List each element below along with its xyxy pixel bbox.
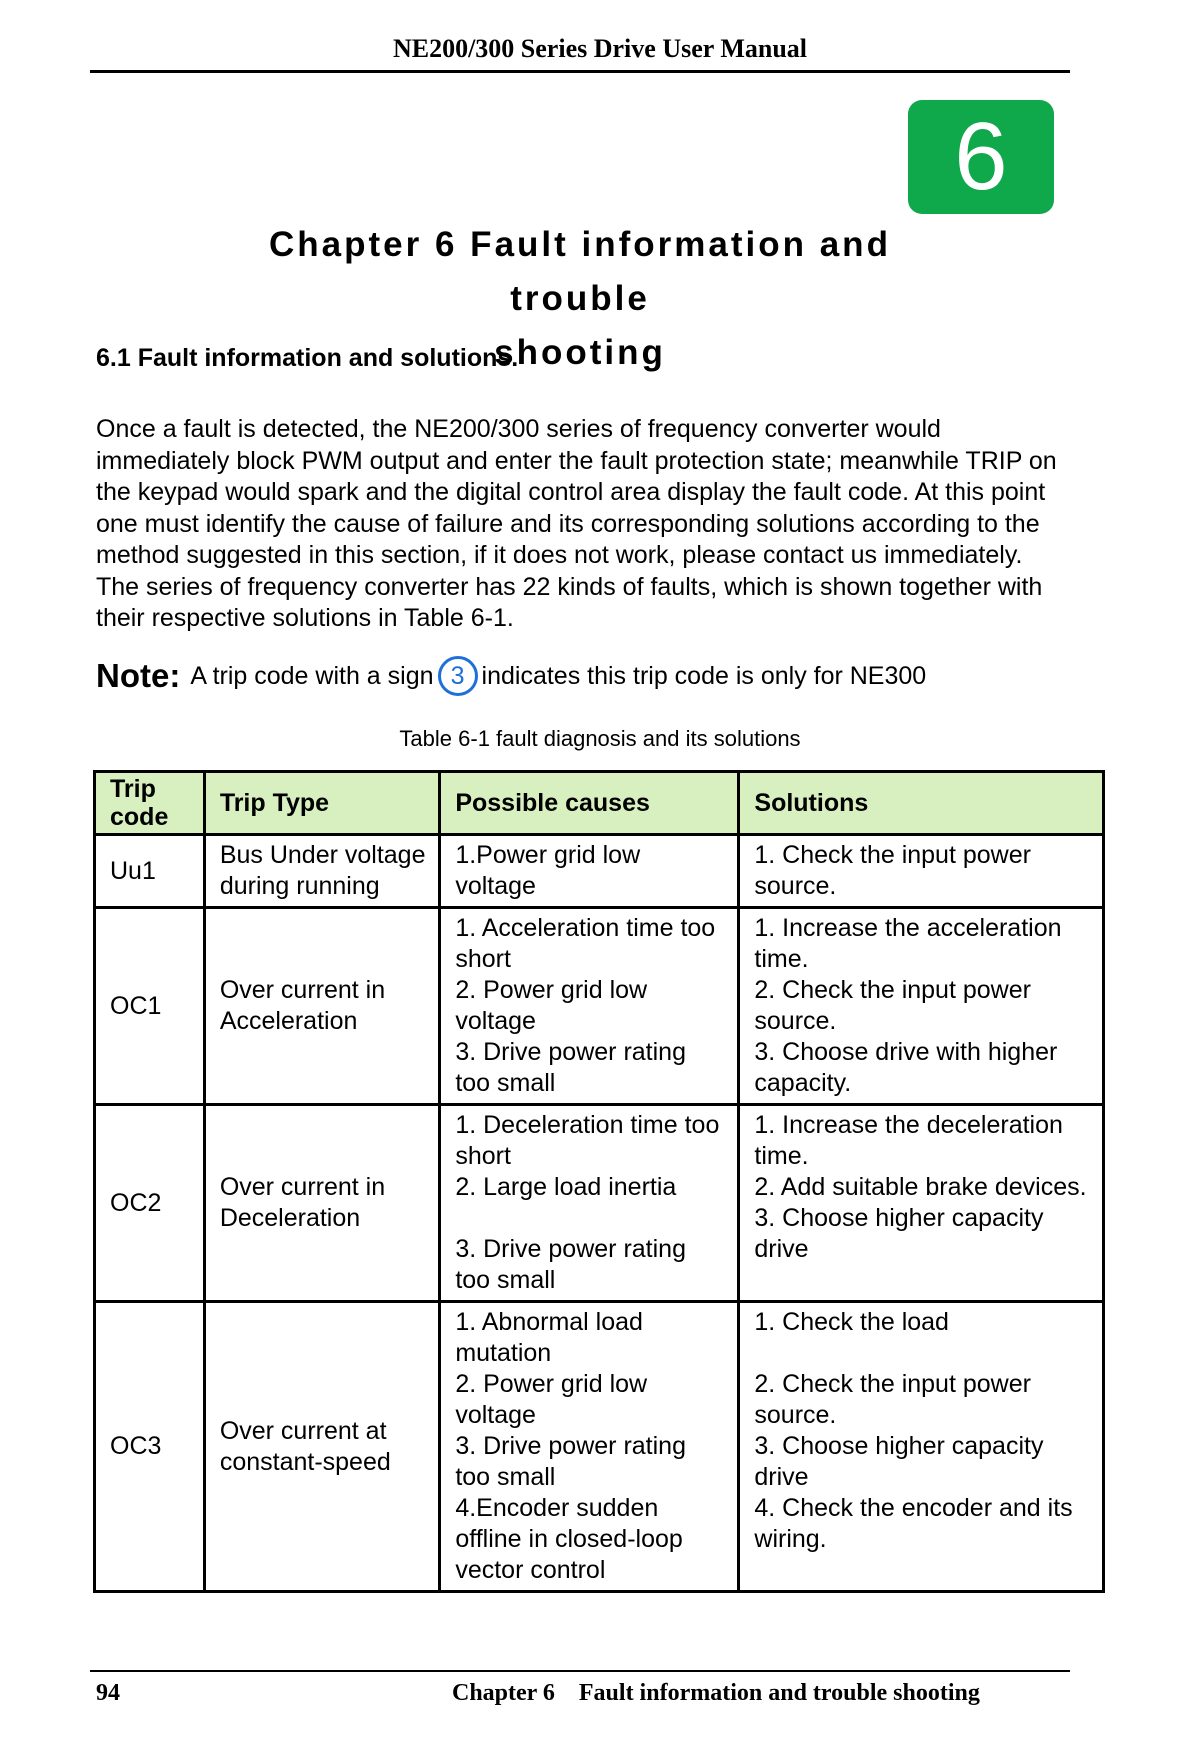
note-text-before: A trip code with a sign bbox=[190, 661, 434, 690]
cause-item: 1. Acceleration time too short bbox=[455, 914, 716, 973]
chapter-title-line-2: shooting bbox=[494, 333, 666, 372]
solution-item: 3. Choose higher capacity drive bbox=[754, 1204, 1044, 1263]
table-row bbox=[95, 1105, 1104, 1302]
table-header-row bbox=[95, 772, 1104, 835]
table-row bbox=[95, 835, 1104, 908]
fault-table bbox=[93, 770, 1105, 1593]
trip-type-cell: Over current in Deceleration bbox=[204, 1105, 440, 1302]
solution-item: 3. Choose drive with higher capacity. bbox=[754, 1038, 1058, 1097]
trip-code-cell: Uu1 bbox=[95, 835, 205, 908]
ne300-circle-icon: 3 bbox=[438, 656, 478, 696]
trip-type-cell: Over current in Acceleration bbox=[204, 908, 440, 1105]
solution-item: 4. Check the encoder and its wiring. bbox=[754, 1494, 1073, 1553]
column-header: Solutions bbox=[739, 772, 1104, 835]
chapter-title-line-1: Chapter 6 Fault information and trouble bbox=[269, 225, 891, 318]
causes-cell bbox=[440, 908, 739, 1105]
causes-cell bbox=[440, 1105, 739, 1302]
section-heading: 6.1 Fault information and solutions. bbox=[96, 344, 519, 372]
page-number: 94 bbox=[96, 1680, 120, 1706]
footer-divider bbox=[90, 1670, 1070, 1672]
chapter-number-badge: 6 bbox=[908, 100, 1054, 214]
table-caption: Table 6-1 fault diagnosis and its solutions bbox=[399, 726, 801, 751]
solution-item: 2. Add suitable brake devices. bbox=[754, 1173, 1087, 1201]
cause-item: 2. Power grid low voltage bbox=[455, 976, 648, 1035]
solution-item: 1. Increase the acceleration time. bbox=[754, 914, 1062, 973]
solutions-cell bbox=[739, 1105, 1104, 1302]
cause-item: 3. Drive power rating too small bbox=[455, 1432, 686, 1491]
cause-item: 2. Power grid low voltage bbox=[455, 1370, 648, 1429]
table-row bbox=[95, 908, 1104, 1105]
solutions-cell bbox=[739, 1302, 1104, 1592]
note-label: Note: bbox=[96, 657, 181, 694]
note-line bbox=[96, 656, 926, 696]
solutions-cell bbox=[739, 835, 1104, 908]
trip-type-cell: Bus Under voltage during running bbox=[204, 835, 440, 908]
solution-item: 1. Check the load bbox=[754, 1308, 949, 1336]
cause-item: 4.Encoder sudden offline in closed-loop vector control bbox=[455, 1494, 683, 1584]
causes-cell bbox=[440, 835, 739, 908]
intro-paragraph: Once a fault is detected, the NE200/300 series of frequency converter would immediately block PWM output and enter the fault protection state; meanwhile TRIP on the keypad would spark and the digital control area display the fault code. At this point one must identify the cause of failure and its corresponding solutions according to the method suggested in this section, if it does not work, please contact us immediately. The series of frequency converter has 22 kinds of faults, which is shown together with their respective solutions in Table 6-1. bbox=[96, 415, 1057, 632]
table-row bbox=[95, 1302, 1104, 1592]
cause-item: 1.Power grid low voltage bbox=[455, 841, 641, 900]
page-header-title: NE200/300 Series Drive User Manual bbox=[392, 34, 808, 63]
header-divider bbox=[90, 70, 1070, 73]
solution-item: 1. Check the input power source. bbox=[754, 841, 1031, 900]
column-header: Possible causes bbox=[440, 772, 739, 835]
footer-chapter-title: Chapter 6 Fault information and trouble shooting bbox=[452, 1680, 980, 1706]
solution-item: 2. Check the input power source. bbox=[754, 1370, 1031, 1429]
trip-type-cell: Over current at constant-speed bbox=[204, 1302, 440, 1592]
column-header: Trip Type bbox=[204, 772, 440, 835]
solution-item: 2. Check the input power source. bbox=[754, 976, 1031, 1035]
trip-code-cell: OC2 bbox=[95, 1105, 205, 1302]
cause-item: 1. Deceleration time too short bbox=[455, 1111, 720, 1170]
solution-item: 1. Increase the deceleration time. bbox=[754, 1111, 1063, 1170]
note-text-after: indicates this trip code is only for NE300 bbox=[481, 661, 927, 690]
trip-code-cell: OC1 bbox=[95, 908, 205, 1105]
cause-item: 2. Large load inertia bbox=[455, 1173, 677, 1201]
solutions-cell bbox=[739, 908, 1104, 1105]
trip-code-cell: OC3 bbox=[95, 1302, 205, 1592]
column-header: Trip code bbox=[95, 772, 205, 835]
causes-cell bbox=[440, 1302, 739, 1592]
cause-item: 3. Drive power rating too small bbox=[455, 1235, 686, 1294]
cause-item: 3. Drive power rating too small bbox=[455, 1038, 686, 1097]
cause-item: 1. Abnormal load mutation bbox=[455, 1308, 643, 1367]
solution-item: 3. Choose higher capacity drive bbox=[754, 1432, 1044, 1491]
